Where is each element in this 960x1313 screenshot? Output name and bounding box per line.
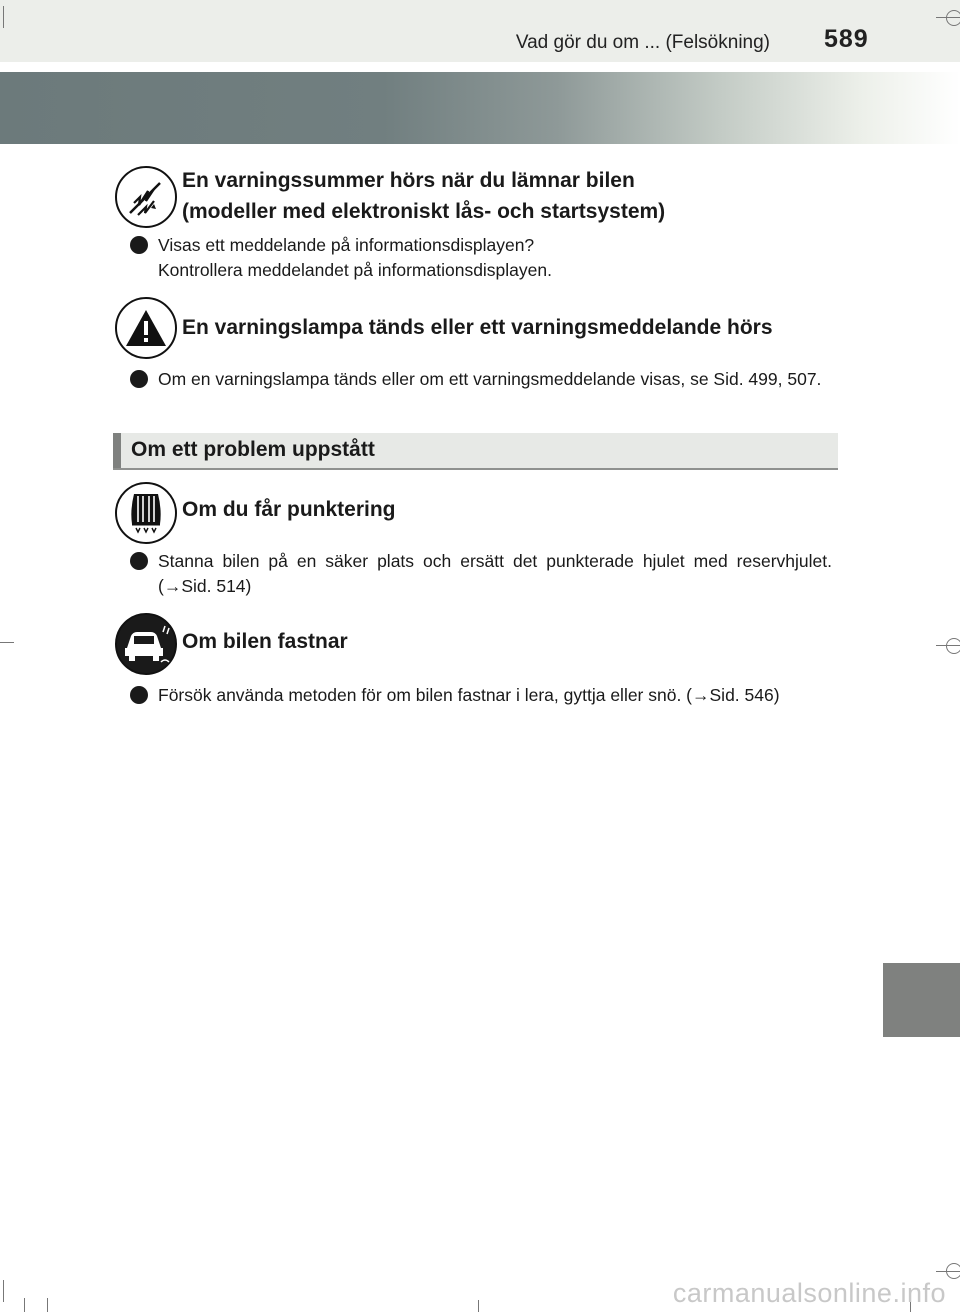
watermark: carmanualsonline.info (672, 1278, 946, 1308)
registration-mark (946, 10, 960, 26)
section-heading: Om du får punktering (182, 498, 396, 521)
page-number: 589 (824, 25, 869, 53)
stuck-car-icon (115, 613, 177, 675)
section-heading: Om bilen fastnar (182, 630, 348, 653)
warning-triangle-icon (115, 297, 177, 359)
bullet-text: Visas ett meddelande på informationsdisplayen? Kontrollera meddelandet på informationsdisplayen. (158, 235, 552, 280)
flat-tire-icon (115, 482, 177, 544)
registration-mark (946, 1263, 960, 1279)
bullet-text: Försök använda metoden för om bilen fastnar i lera, gyttja eller snö. (→Sid. 546) (158, 685, 780, 705)
page-header (0, 0, 960, 65)
section-heading: En varningslampa tänds eller ett varningsmeddelande hörs (182, 316, 773, 339)
crop-mark (24, 1298, 25, 1312)
chapter-side-tab (883, 963, 960, 1037)
bullet (130, 236, 148, 254)
crop-mark (0, 642, 14, 643)
bullet (130, 686, 148, 704)
chapter-title: Vad gör du om ... (Felsökning) (515, 32, 770, 53)
bullet (130, 370, 148, 388)
bullet-text: Om en varningslampa tänds eller om ett varningsmeddelande visas, se Sid. 499, 507. (158, 369, 822, 389)
warning-buzzer-icon (115, 166, 177, 228)
chapter-banner (0, 72, 960, 144)
bullet (130, 552, 148, 570)
crop-mark (3, 6, 4, 28)
crop-mark (478, 1300, 479, 1312)
crop-mark (3, 1280, 4, 1302)
bullet-text: Stanna bilen på en säker plats och ersätt det punkterade hjulet med reservhjulet. (→Sid. 514) (158, 551, 832, 596)
section-title: Om ett problem uppstått (131, 438, 375, 461)
registration-mark (946, 638, 960, 654)
section-title-bar (113, 433, 838, 470)
section-bar-accent (113, 433, 121, 468)
crop-mark (47, 1298, 48, 1312)
section-heading: En varningssummer hörs när du lämnar bilen (modeller med elektroniskt lås- och startsystem) (182, 169, 666, 223)
